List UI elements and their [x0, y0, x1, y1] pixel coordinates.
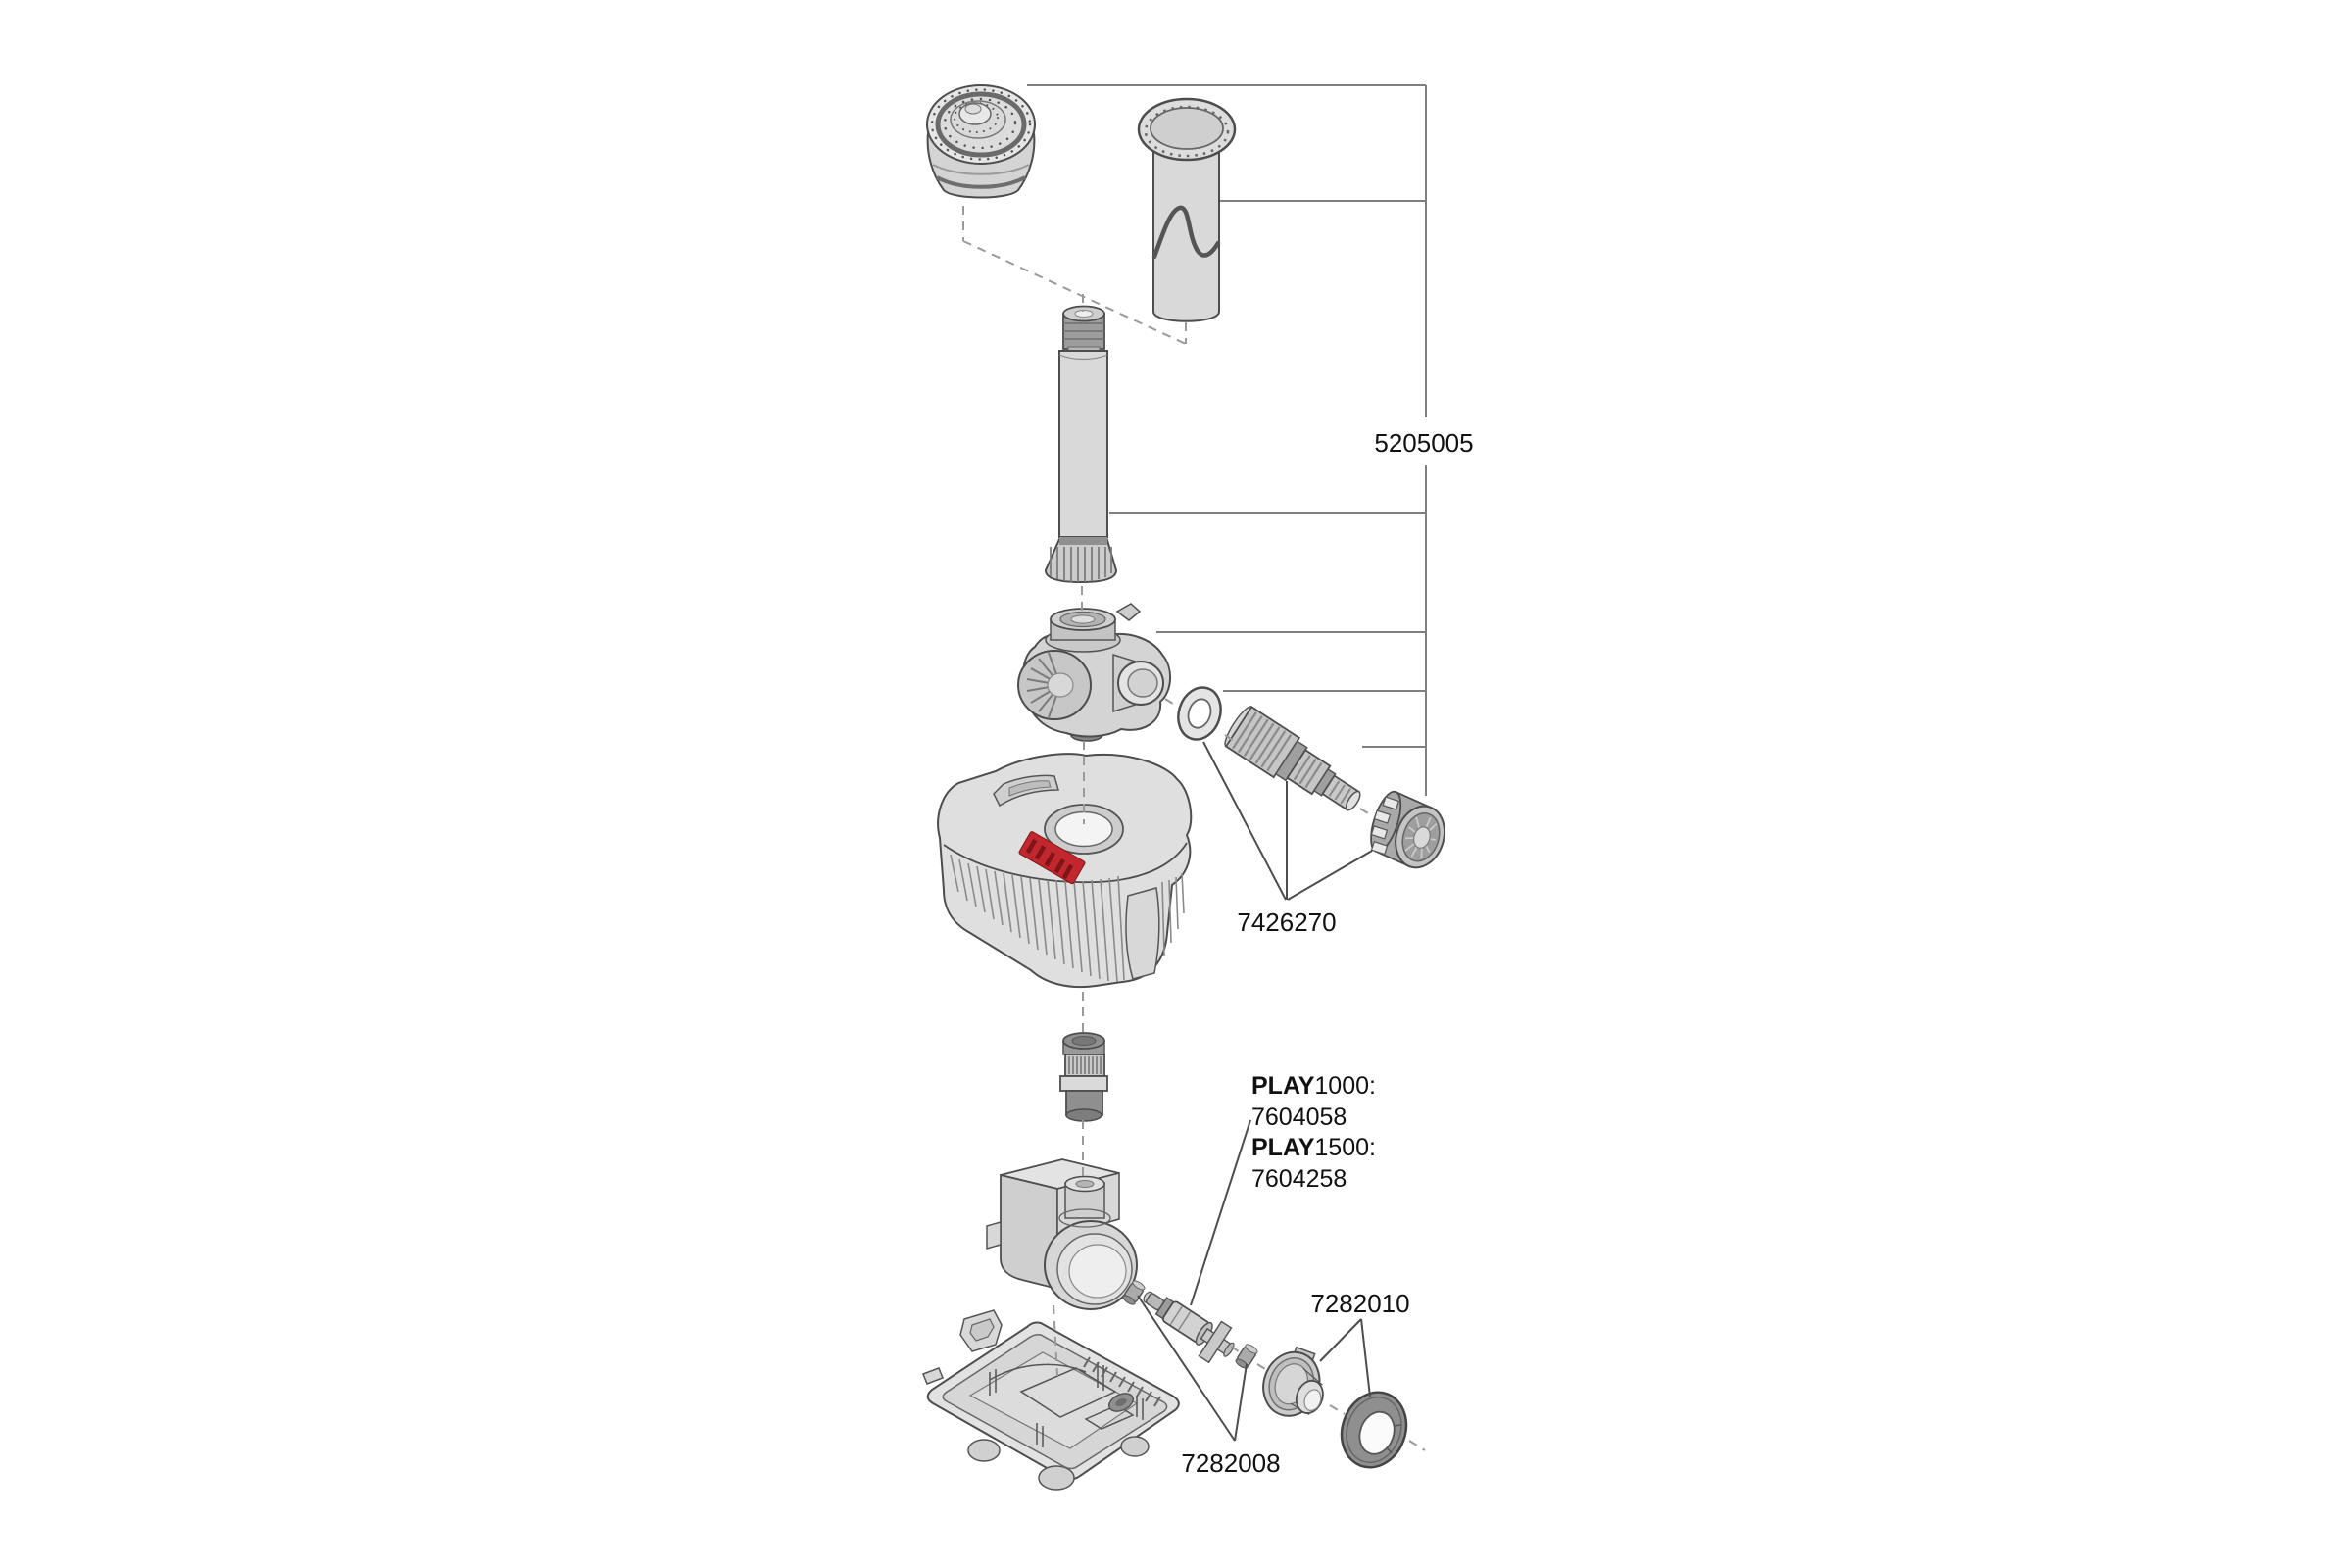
label-pump-cover-kit: 7282010 [1310, 1289, 1410, 1318]
union-nut [1364, 788, 1453, 874]
pump-cover [1254, 1341, 1336, 1426]
base-foot-center [1039, 1466, 1074, 1490]
cover-door-outline [1126, 888, 1159, 979]
label-connection-kit: 7426270 [1237, 907, 1337, 937]
fountain-nozzle-head [927, 85, 1035, 198]
base-plate [923, 1310, 1179, 1490]
base-foot-left [968, 1440, 1000, 1461]
label-bushing-kit: 7282008 [1181, 1448, 1281, 1478]
label-rotor-number-1500: 7604258 [1251, 1165, 1348, 1193]
impeller-rotor [1133, 1279, 1242, 1369]
fountain-tube [1139, 99, 1235, 321]
label-rotor [1251, 1072, 1383, 1193]
pump-motor-body [987, 1159, 1137, 1309]
valve-top-socket [1046, 609, 1120, 652]
riser-tube [1046, 307, 1116, 583]
pump-housing-cover [938, 754, 1191, 987]
valve-adjuster-knob [1018, 651, 1091, 719]
stepped-hose-tail [1221, 704, 1370, 823]
cover-top-hole [1055, 812, 1112, 847]
flow-control-valve [1018, 604, 1170, 741]
base-clip-handle [960, 1310, 1002, 1351]
label-rotor-play1500-rest: 1500: [1314, 1134, 1376, 1161]
cover-ring [1332, 1383, 1417, 1476]
label-rotor-play1000-bold: PLAY [1251, 1072, 1315, 1100]
sealing-washer [1172, 682, 1228, 745]
connector-knurl [1069, 1056, 1101, 1074]
outlet-connector [1060, 1033, 1107, 1121]
label-rotor-play1500-bold: PLAY [1251, 1134, 1315, 1161]
label-rotor-play1000-rest: 1000: [1314, 1072, 1376, 1100]
base-foot-right [1121, 1437, 1149, 1456]
label-assembly: 5205005 [1374, 428, 1474, 458]
label-rotor-number-1000: 7604058 [1251, 1103, 1348, 1131]
